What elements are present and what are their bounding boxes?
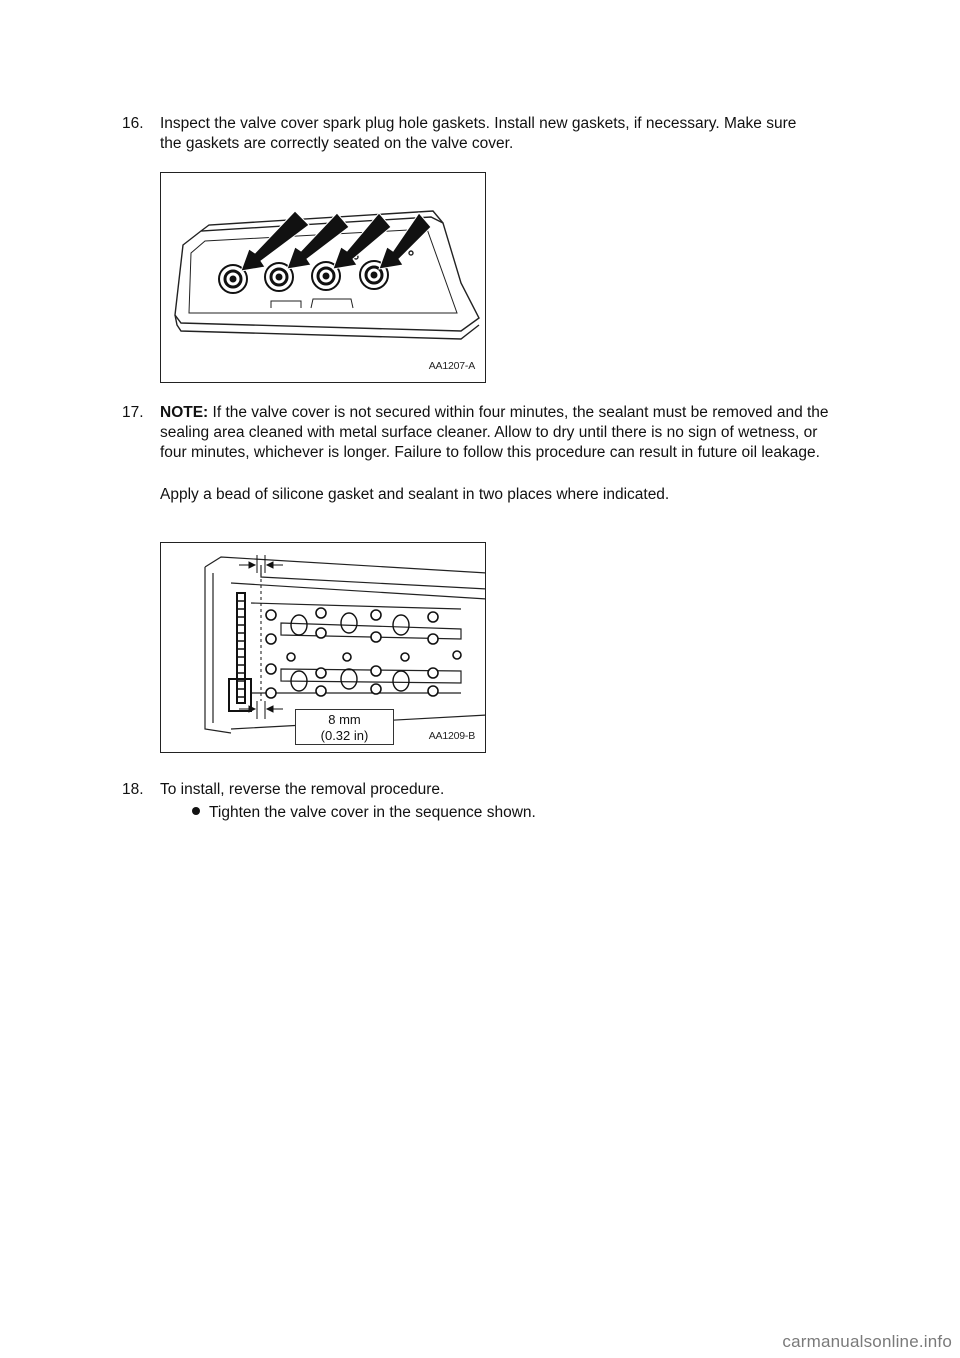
step-text-line1: Inspect the valve cover spark plug hole gaskets. Install new gaskets, if necessary. Make sure: [160, 115, 797, 132]
bullet-icon: [192, 807, 200, 815]
figure-code: AA1207-A: [428, 360, 475, 372]
step-number: 17.: [122, 404, 144, 421]
timing-chain-gear: [229, 593, 251, 711]
step-instruction: Apply a bead of silicone gasket and sealant in two places where indicated.: [160, 486, 670, 503]
note-text: If the valve cover is not secured within four minutes, the sealant must be removed and the sealing area cleaned with metal surface cleaner. Allow to dry until there is no sign of wetness, or four minutes, whichever is longer. Failure to follow this procedure can result in future oil leakage.: [160, 404, 829, 461]
dimension-mm: 8 mm: [328, 712, 361, 727]
bullet-text: Tighten the valve cover in the sequence shown.: [209, 804, 536, 821]
bullet-item: [192, 804, 536, 822]
note-label: NOTE:: [160, 404, 209, 421]
step-18: [122, 780, 842, 800]
step-number: 16.: [122, 115, 144, 132]
step-number: 18.: [122, 781, 144, 798]
figure-code: AA1209-B: [428, 730, 475, 742]
bolt-heads: [266, 608, 461, 698]
figure-valve-cover: [160, 172, 486, 383]
dimension-in: (0.32 in): [320, 728, 369, 743]
arrow-icons: [241, 211, 431, 271]
valve-cover-illustration: [161, 173, 486, 383]
watermark: carmanualsonline.info: [782, 1332, 952, 1351]
figure-sealant-locations: [160, 542, 486, 753]
step-text: To install, reverse the removal procedure.: [160, 781, 445, 798]
step-16: [122, 114, 842, 154]
step-text-line2: the gaskets are correctly seated on the valve cover.: [160, 135, 514, 152]
note: [160, 403, 842, 463]
step-17: [122, 403, 842, 505]
dimension-label: [295, 709, 394, 745]
